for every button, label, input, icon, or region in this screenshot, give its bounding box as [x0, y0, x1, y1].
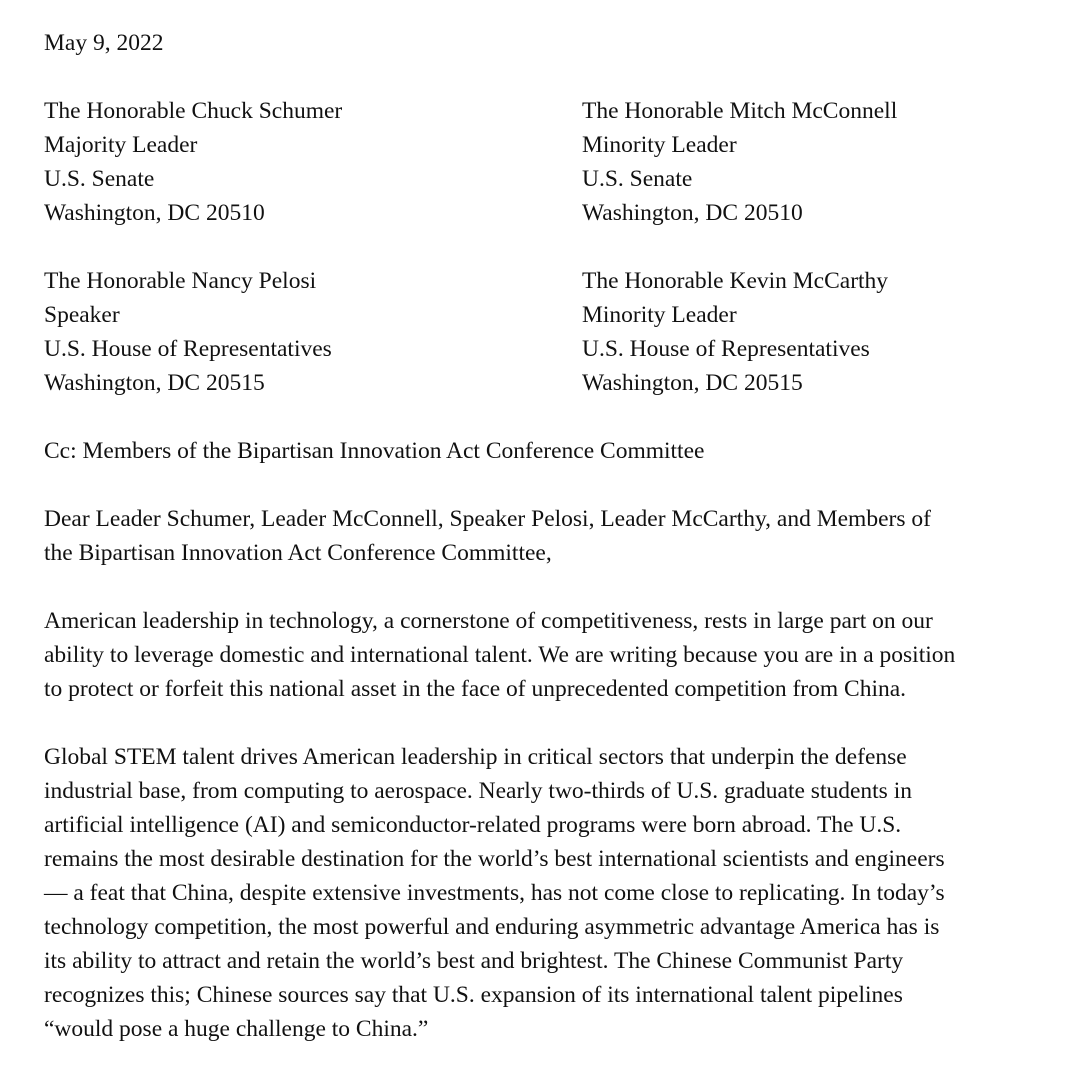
recipient-mcconnell-address [582, 94, 1042, 230]
body-paragraph-2 [44, 740, 1044, 1046]
recipient-schumer-address [44, 94, 582, 230]
paragraph-line: artificial intelligence (AI) and semiconductor-related programs were born abroad. The U.S. [44, 812, 902, 838]
paragraph-line: recognizes this; Chinese sources say that U.S. expansion of its international talent pipelines [44, 982, 903, 1008]
address-line: Speaker [44, 302, 120, 328]
letter-date: May 9, 2022 [44, 30, 164, 56]
paragraph-line: “would pose a huge challenge to China.” [44, 1016, 429, 1042]
address-line: Majority Leader [44, 132, 198, 158]
letter-page [44, 26, 1044, 1080]
address-line: The Honorable Kevin McCarthy [582, 268, 889, 294]
paragraph-line: industrial base, from computing to aerospace. Nearly two-thirds of U.S. graduate students in [44, 778, 912, 804]
paragraph-line: ability to leverage domestic and international talent. We are writing because you are in a position [44, 642, 956, 668]
paragraph-line: remains the most desirable destination for the world’s best international scientists and engineers [44, 846, 945, 872]
address-line: Washington, DC 20510 [582, 200, 803, 226]
salutation [44, 502, 1044, 570]
recipient-row-senate [44, 94, 1044, 230]
paragraph-line: — a feat that China, despite extensive investments, has not come close to replicating. In today’s [44, 880, 945, 906]
paragraph-line: technology competition, the most powerful and enduring asymmetric advantage America has is [44, 914, 940, 940]
address-line: U.S. House of Representatives [44, 336, 332, 362]
salutation-line: the Bipartisan Innovation Act Conference Committee, [44, 540, 552, 566]
paragraph-line: American leadership in technology, a cornerstone of competitiveness, rests in large part on our [44, 608, 933, 634]
address-line: The Honorable Chuck Schumer [44, 98, 343, 124]
address-line: The Honorable Mitch McConnell [582, 98, 898, 124]
address-line: Minority Leader [582, 132, 737, 158]
recipient-pelosi-address [44, 264, 582, 400]
recipient-mccarthy-address [582, 264, 1042, 400]
body-paragraph-1 [44, 604, 1044, 706]
cc-line: Cc: Members of the Bipartisan Innovation Act Conference Committee [44, 438, 705, 464]
address-line: Washington, DC 20515 [44, 370, 265, 396]
paragraph-line: Global STEM talent drives American leadership in critical sectors that underpin the defense [44, 744, 907, 770]
address-line: U.S. House of Representatives [582, 336, 870, 362]
paragraph-line: to protect or forfeit this national asset in the face of unprecedented competition from China. [44, 676, 907, 702]
address-line: U.S. Senate [44, 166, 155, 192]
salutation-line: Dear Leader Schumer, Leader McConnell, Speaker Pelosi, Leader McCarthy, and Members of [44, 506, 931, 532]
address-line: Minority Leader [582, 302, 737, 328]
address-line: Washington, DC 20510 [44, 200, 265, 226]
paragraph-line: its ability to attract and retain the world’s best and brightest. The Chinese Communist Party [44, 948, 904, 974]
address-line: Washington, DC 20515 [582, 370, 803, 396]
address-line: U.S. Senate [582, 166, 693, 192]
recipient-row-house [44, 264, 1044, 400]
address-line: The Honorable Nancy Pelosi [44, 268, 317, 294]
